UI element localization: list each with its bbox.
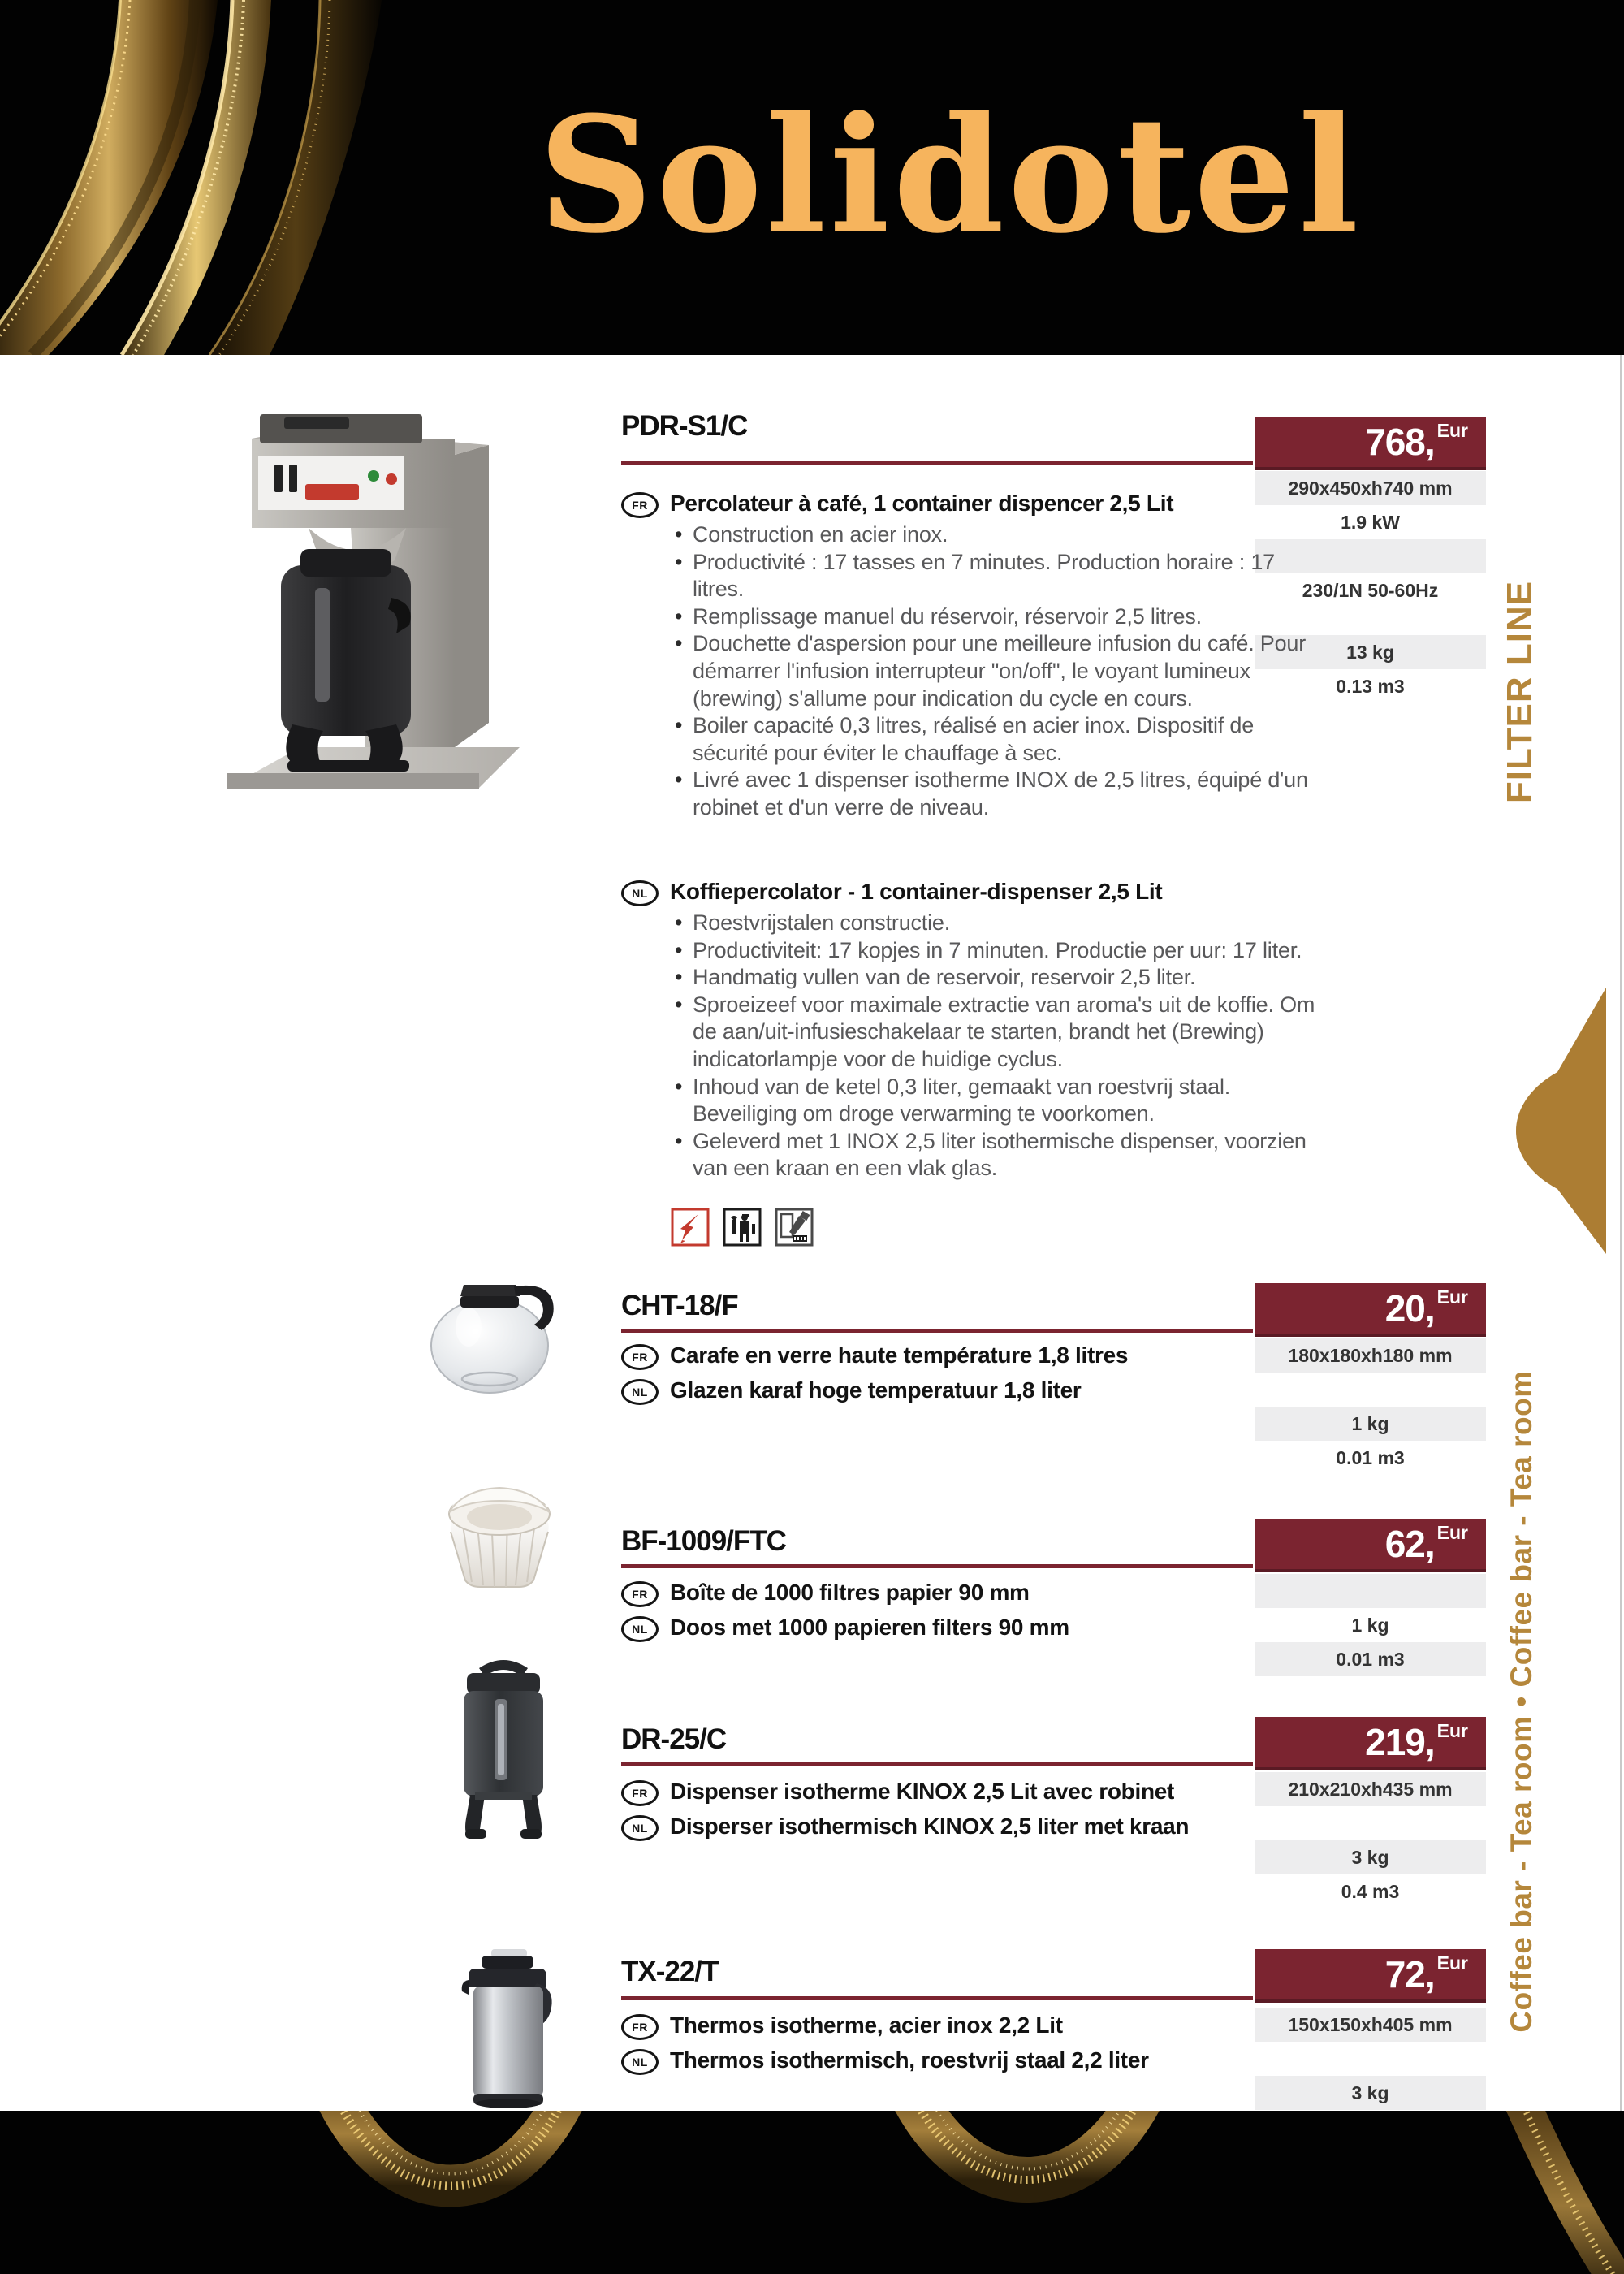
spec-row: 1 kg (1255, 1407, 1486, 1441)
bullet-item: • Construction en acier inox. (693, 521, 1322, 549)
gold-arrow (1492, 983, 1610, 1259)
fr-description: FR Carafe en verre haute température 1,8 litres (621, 1342, 1255, 1370)
gold-swirl-footer (0, 2111, 1624, 2274)
fr-badge: FR (621, 1581, 659, 1607)
spec-table (1255, 1772, 1486, 1909)
price-value: 62, (1384, 1523, 1435, 1565)
bullet-item: • Douchette d'aspersion pour une meilleure infusion du café. Pour démarrer l'infusion interrupteur "on/off", le voyant lumineux (brewing) s'allume pour indication du cycle en cours. (693, 630, 1322, 712)
nl-description: NL Glazen karaf hoge temperatuur 1,8 liter (621, 1377, 1255, 1405)
spec-row: 290x450xh740 mm (1255, 471, 1486, 505)
spec-row: 230/1N 50-60Hz (1302, 579, 1439, 601)
nl-description: NL Koffiepercolator - 1 container-dispenser 2,5 Lit (621, 879, 1255, 906)
spec-row: 1.9 kW (1341, 511, 1400, 533)
page-edge-line (1620, 355, 1622, 2111)
hammer-disposal-icon (775, 1208, 814, 1247)
spec-row: 3 kg (1255, 1840, 1486, 1874)
nl-badge: NL (621, 1616, 659, 1642)
fr-description: FR Boîte de 1000 filtres papier 90 mm (621, 1580, 1255, 1607)
product-code: BF-1009/FTC (621, 1525, 786, 1557)
gold-swirl-decoration (0, 0, 382, 355)
fr-badge: FR (621, 2014, 659, 2040)
bullet-item: • Productiviteit: 17 kopjes in 7 minuten. Productie per uur: 17 liter. (693, 937, 1322, 965)
price-box (1255, 1283, 1486, 1334)
product-code: PDR-S1/C (621, 410, 748, 442)
price-box (1255, 1949, 1486, 1999)
bullet-item: • Remplissage manuel du réservoir, réservoir 2,5 litres. (693, 603, 1322, 631)
top-banner (0, 0, 1624, 355)
title-rule (621, 1996, 1253, 2000)
bullet-item: • Geleverd met 1 INOX 2,5 liter isothermische dispenser, voorzien van een kraan en een vlak glas. (693, 1128, 1322, 1182)
spec-table (1255, 2008, 1486, 2110)
spec-table (1255, 1338, 1486, 1475)
fr-description: FR Dispenser isotherme KINOX 2,5 Lit avec robinet (621, 1779, 1255, 1806)
spec-row: 1 kg (1351, 1614, 1389, 1636)
product-code: CHT-18/F (621, 1290, 738, 1321)
fr-badge: FR (621, 492, 659, 518)
bullet-item: • Sproeizeef voor maximale extractie van aroma's uit de koffie. Om de aan/uit-infusieschakelaar te starten, brandt het (Brewing) indicatorlampje voor de huidige cyclus. (693, 992, 1322, 1074)
price-box (1255, 1519, 1486, 1569)
spec-row: 3 kg (1255, 2076, 1486, 2110)
spec-row: 180x180xh180 mm (1255, 1338, 1486, 1373)
fr-feature-list (621, 521, 1322, 822)
product-code: DR-25/C (621, 1723, 727, 1755)
certification-icons (671, 1208, 814, 1247)
bottom-banner (0, 2111, 1624, 2274)
nl-badge: NL (621, 880, 659, 906)
bullet-item: • Productivité : 17 tasses en 7 minutes. Production horaire : 17 litres. (693, 549, 1322, 603)
fr-description: FR Thermos isotherme, acier inox 2,2 Lit (621, 2012, 1255, 2040)
fr-badge: FR (621, 1780, 659, 1806)
price-value: 219, (1365, 1721, 1435, 1763)
price-currency: Eur (1436, 1286, 1468, 1308)
fr-badge: FR (621, 1344, 659, 1370)
spec-row (1255, 1806, 1486, 1840)
nl-description: NL Disperser isothermisch KINOX 2,5 liter met kraan (621, 1814, 1255, 1841)
spec-row: 0.01 m3 (1255, 1642, 1486, 1676)
spec-row: 150x150xh405 mm (1255, 2008, 1486, 2042)
price-value: 72, (1384, 1953, 1435, 1995)
paper-filters-image (434, 1485, 564, 1590)
nl-badge: NL (621, 1815, 659, 1841)
spec-row: 0.4 m3 (1341, 1880, 1400, 1902)
spec-table (1255, 1574, 1486, 1676)
price-value: 768, (1365, 421, 1435, 463)
bullet-item: • Handmatig vullen van de reservoir, reservoir 2,5 liter. (693, 964, 1322, 992)
spec-row: 0.01 m3 (1336, 1446, 1405, 1468)
fr-description: FR Percolateur à café, 1 container dispencer 2,5 Lit (621, 491, 1255, 518)
price-currency: Eur (1436, 1521, 1468, 1543)
nl-badge: NL (621, 2049, 659, 2075)
installation-person-icon (723, 1208, 762, 1247)
percolator-image (203, 406, 528, 812)
product-code: TX-22/T (621, 1956, 719, 1987)
title-rule (621, 461, 1253, 465)
nl-feature-list (621, 910, 1322, 1182)
glass-carafe-image (418, 1277, 577, 1394)
nl-badge: NL (621, 1379, 659, 1405)
title-rule (621, 1564, 1253, 1568)
electric-connection-icon (671, 1208, 710, 1247)
title-rule (621, 1762, 1253, 1766)
spec-row (1255, 1373, 1486, 1407)
price-box (1255, 417, 1486, 467)
price-currency: Eur (1436, 1952, 1468, 1974)
spec-row (1255, 1574, 1486, 1608)
spec-row: 210x210xh435 mm (1255, 1772, 1486, 1806)
brand-logo: Solidotel (538, 82, 1363, 269)
spec-row: 13 kg (1255, 635, 1486, 669)
price-box (1255, 1717, 1486, 1767)
bullet-item: • Livré avec 1 dispenser isotherme INOX de 2,5 litres, équipé d'un robinet et d'un verre de niveau. (693, 767, 1322, 821)
price-value: 20, (1384, 1287, 1435, 1329)
bullet-item: • Roestvrijstalen constructie. (693, 910, 1322, 937)
bullet-item: • Boiler capacité 0,3 litres, réalisé en acier inox. Dispositif de sécurité pour éviter le chauffage à sec. (693, 712, 1322, 767)
price-currency: Eur (1436, 1719, 1468, 1741)
price-currency: Eur (1436, 419, 1468, 441)
bullet-item: • Inhoud van de ketel 0,3 liter, gemaakt van roestvrij staal. Beveiliging om droge verwarming te voorkomen. (693, 1074, 1322, 1128)
filter-line-strip: FILTER LINE (1500, 580, 1540, 804)
thermos-image (459, 1948, 556, 2111)
nl-description: NL Thermos isothermisch, roestvrij staal 2,2 liter (621, 2047, 1255, 2075)
spec-row: 0.13 m3 (1336, 675, 1405, 697)
nl-description: NL Doos met 1000 papieren filters 90 mm (621, 1615, 1255, 1642)
spec-row (1255, 2042, 1486, 2076)
title-rule (621, 1329, 1253, 1333)
dispenser-image (443, 1655, 564, 1846)
category-strip: Coffee bar - Tea room • Coffee bar - Tea room (1505, 1370, 1538, 2033)
